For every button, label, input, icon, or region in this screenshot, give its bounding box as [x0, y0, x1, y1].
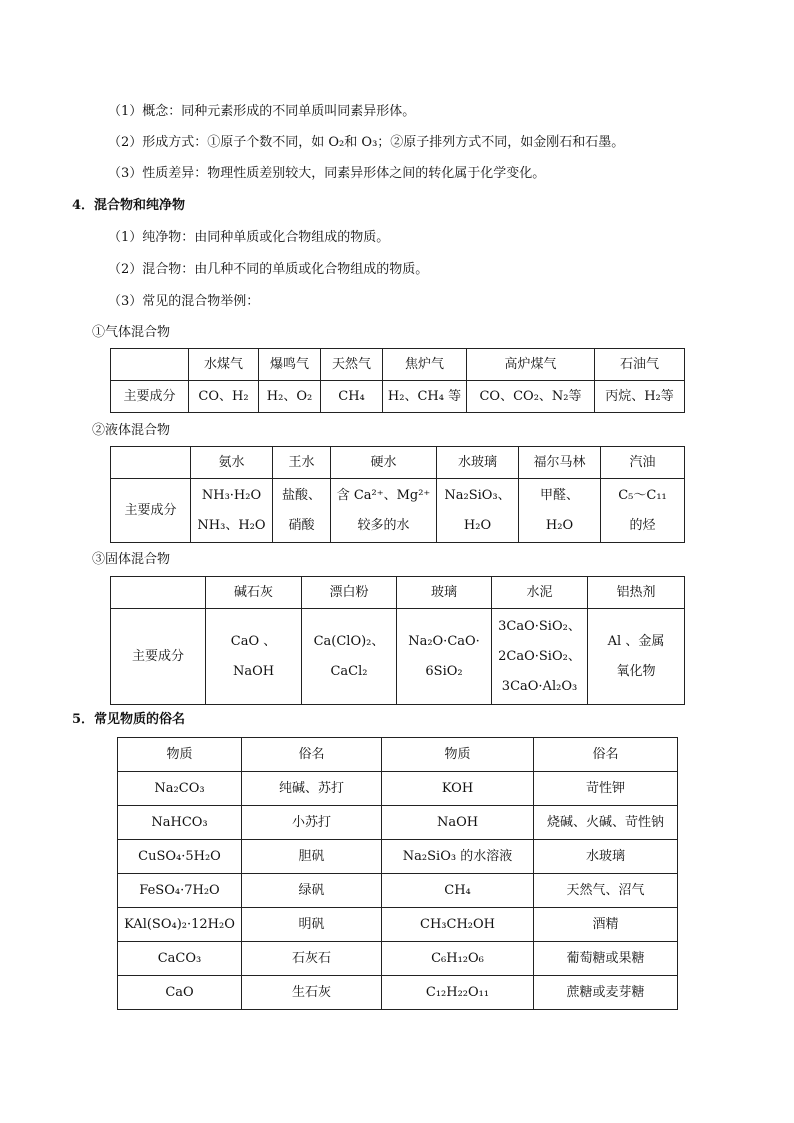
table-cell	[111, 577, 206, 609]
table-cell: Na₂CO₃	[118, 772, 242, 806]
cell-line: C₅～C₁₁	[618, 487, 667, 503]
table-cell	[519, 479, 601, 543]
table-cell: 天然气	[321, 349, 383, 381]
solid-mixture-label: ③固体混合物	[92, 552, 171, 567]
table-cell: H₂、CH₄ 等	[383, 381, 467, 413]
table-cell: 汽油	[601, 447, 685, 479]
table-cell: 氨水	[191, 447, 273, 479]
table-cell: 石油气	[595, 349, 685, 381]
table-cell: CuSO₄·5H₂O	[118, 840, 242, 874]
table-cell	[331, 479, 437, 543]
cell-line: 含 Ca²⁺、Mg²⁺	[336, 487, 431, 503]
table-row	[118, 772, 678, 806]
table-cell: 焦炉气	[383, 349, 467, 381]
table-cell	[191, 479, 273, 543]
table-header-row	[111, 447, 685, 479]
table-cell: CaCO₃	[118, 942, 242, 976]
table-cell: 丙烷、H₂等	[595, 381, 685, 413]
cell-line: 氧化物	[616, 663, 656, 679]
table-cell: CO、H₂	[189, 381, 259, 413]
table-cell: 生石灰	[242, 976, 382, 1010]
table-header-row	[111, 577, 685, 609]
liquid-mixture-table	[110, 446, 685, 543]
table-cell: CO、CO₂、N₂等	[467, 381, 595, 413]
table-cell: 俗名	[242, 738, 382, 772]
cell-line: Al 、金属	[607, 633, 665, 649]
table-row	[118, 874, 678, 908]
formation-line: （2）形成方式：①原子个数不同，如 O₂和 O₃；②原子排列方式不同，如金刚石和石墨。	[108, 135, 625, 150]
property-line: （3）性质差异：物理性质差别较大，同素异形体之间的转化属于化学变化。	[108, 166, 546, 181]
cell-line: 盐酸、	[281, 487, 321, 503]
table-cell: 水煤气	[189, 349, 259, 381]
table-cell: 葡萄糖或果糖	[534, 942, 678, 976]
table-cell: 绿矾	[242, 874, 382, 908]
cell-line: NaOH	[232, 663, 275, 679]
table-cell: 纯碱、苏打	[242, 772, 382, 806]
table-cell: 明矾	[242, 908, 382, 942]
pure-substance-line: （1）纯净物：由同种单质或化合物组成的物质。	[108, 230, 390, 245]
table-cell: 胆矾	[242, 840, 382, 874]
table-row	[118, 806, 678, 840]
table-cell: 碱石灰	[206, 577, 302, 609]
cell-line: H₂O	[463, 517, 492, 533]
table-cell: 物质	[118, 738, 242, 772]
cell-line: Ca(ClO)₂、	[313, 633, 385, 649]
cell-line: Na₂O·CaO·	[408, 633, 480, 649]
table-cell: 爆鸣气	[259, 349, 321, 381]
table-cell: FeSO₄·7H₂O	[118, 874, 242, 908]
concept-line: （1）概念：同种元素形成的不同单质叫同素异形体。	[108, 104, 416, 119]
table-cell: NaHCO₃	[118, 806, 242, 840]
table-cell: CH₄	[382, 874, 534, 908]
table-cell: KOH	[382, 772, 534, 806]
cell-line: 较多的水	[357, 517, 410, 533]
gas-mixture-table	[110, 348, 685, 413]
table-cell	[437, 479, 519, 543]
table-cell	[111, 349, 189, 381]
cell-line: 3CaO·Al₂O₃	[501, 678, 578, 694]
table-cell: Na₂SiO₃ 的水溶液	[382, 840, 534, 874]
table-row	[118, 908, 678, 942]
table-cell: 蔗糖或麦芽糖	[534, 976, 678, 1010]
table-cell: 酒精	[534, 908, 678, 942]
table-cell: 福尔马林	[519, 447, 601, 479]
cell-line: NH₃·H₂O	[201, 487, 262, 503]
table-cell: 铝热剂	[588, 577, 685, 609]
examples-line: （3）常见的混合物举例：	[108, 294, 260, 309]
table-row	[118, 976, 678, 1010]
cell-line: Na₂SiO₃、	[444, 487, 511, 503]
table-cell: 水玻璃	[437, 447, 519, 479]
table-cell: 俗名	[534, 738, 678, 772]
cell-line: CaO 、	[230, 633, 277, 649]
table-cell: NaOH	[382, 806, 534, 840]
table-cell: CH₃CH₂OH	[382, 908, 534, 942]
table-cell: 苛性钾	[534, 772, 678, 806]
table-cell	[601, 479, 685, 543]
table-row	[111, 479, 685, 543]
table-cell: C₁₂H₂₂O₁₁	[382, 976, 534, 1010]
table-cell: C₆H₁₂O₆	[382, 942, 534, 976]
table-cell	[588, 609, 685, 705]
section-5-heading: 5．常见物质的俗名	[72, 712, 186, 727]
table-cell: 水玻璃	[534, 840, 678, 874]
table-row	[111, 609, 685, 705]
gas-mixture-label: ①气体混合物	[92, 325, 171, 340]
cell-line: 硝酸	[288, 517, 315, 533]
table-cell: 烧碱、火碱、苛性钠	[534, 806, 678, 840]
table-cell: 水泥	[492, 577, 588, 609]
cell-line: 2CaO·SiO₂、	[498, 648, 581, 664]
section-4-heading: 4．混合物和纯净物	[72, 198, 186, 213]
table-row	[111, 381, 685, 413]
cell-line: CaCl₂	[330, 663, 368, 679]
table-row	[118, 942, 678, 976]
table-cell: CH₄	[321, 381, 383, 413]
table-header-row	[111, 349, 685, 381]
table-cell: CaO	[118, 976, 242, 1010]
table-cell	[492, 609, 588, 705]
cell-line: 3CaO·SiO₂、	[498, 618, 581, 634]
cell-line: 6SiO₂	[425, 663, 463, 679]
table-cell: 天然气、沼气	[534, 874, 678, 908]
table-cell: KAl(SO₄)₂·12H₂O	[118, 908, 242, 942]
row-label: 主要成分	[111, 381, 189, 413]
table-cell: 漂白粉	[302, 577, 397, 609]
cell-line: H₂O	[545, 517, 574, 533]
common-names-table	[117, 737, 678, 1010]
table-row	[118, 840, 678, 874]
table-cell: 物质	[382, 738, 534, 772]
table-cell: 硬水	[331, 447, 437, 479]
row-label: 主要成分	[111, 609, 206, 705]
table-cell	[397, 609, 492, 705]
solid-mixture-table	[110, 576, 685, 705]
table-cell	[302, 609, 397, 705]
table-cell: 玻璃	[397, 577, 492, 609]
table-cell: 石灰石	[242, 942, 382, 976]
table-cell	[111, 447, 191, 479]
cell-line: NH₃、H₂O	[197, 517, 266, 533]
table-header-row	[118, 738, 678, 772]
cell-line: 甲醛、	[539, 487, 579, 503]
liquid-mixture-label: ②液体混合物	[92, 423, 171, 438]
cell-line: 的烃	[629, 517, 656, 533]
table-cell: H₂、O₂	[259, 381, 321, 413]
row-label: 主要成分	[111, 479, 191, 543]
table-cell: 王水	[273, 447, 331, 479]
table-cell: 高炉煤气	[467, 349, 595, 381]
table-cell	[273, 479, 331, 543]
mixture-line: （2）混合物：由几种不同的单质或化合物组成的物质。	[108, 262, 429, 277]
table-cell	[206, 609, 302, 705]
table-cell: 小苏打	[242, 806, 382, 840]
